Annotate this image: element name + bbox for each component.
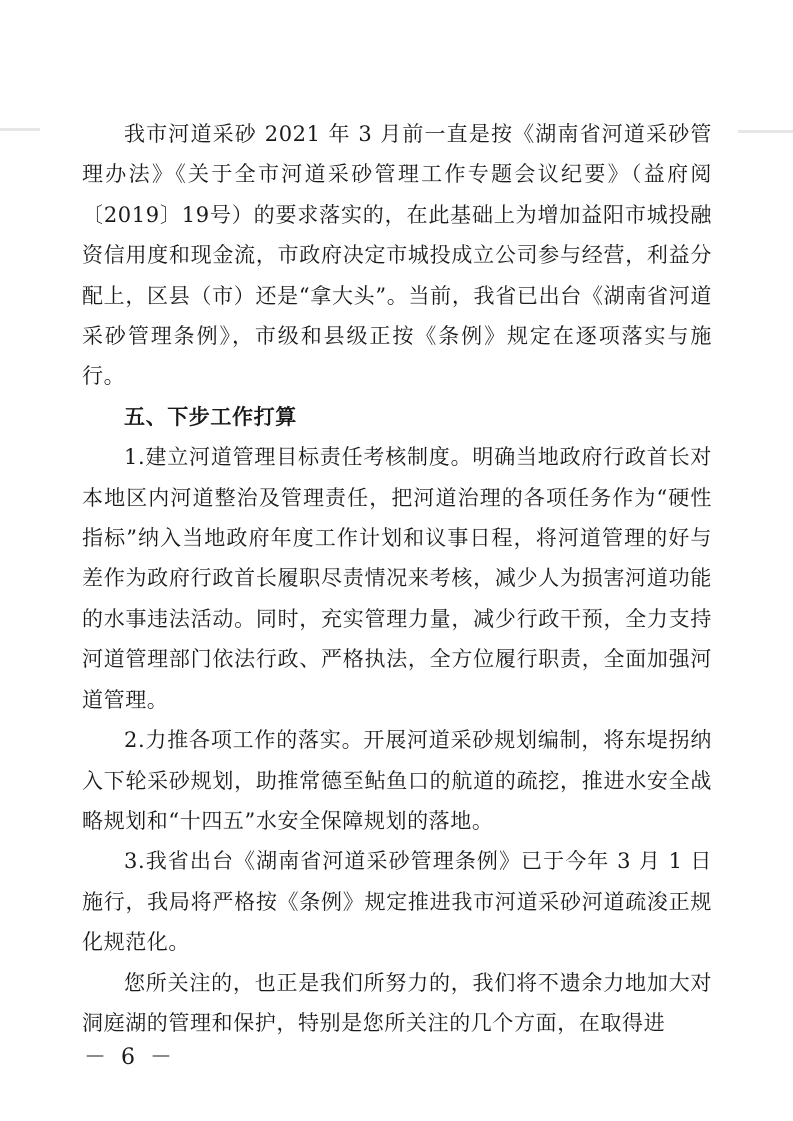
scan-artifact-left	[0, 128, 40, 131]
item-promote-implementation: 2.力推各项工作的落实。开展河道采砂规划编制，将东堤拐纳入下轮采砂规划，助推常德至鲇鱼口的航道的疏挖，推进水安全战略规划和“十四五”水安全保障规划的落地。	[82, 728, 712, 833]
item-regulation-enforcement: 3.我省出台《湖南省河道采砂管理条例》已于今年 3 月 1 日施行，我局将严格按《条例》规定推进我市河道采砂河道疏浚正规化规范化。	[82, 849, 712, 955]
item-responsibility-assessment: 1.建立河道管理目标责任考核制度。明确当地政府行政首长对本地区内河道整治及管理责任，把河道治理的各项任务作为“硬性指标”纳入当地政府年度工作计划和议事日程，将河道管理的好与差作为政府行政首长履职尽责情况来考核，减少人为损害河道功能的水事违法活动。同时，充实管理力量，减少行政干预，全力支持河道管理部门依法行政、严格执法，全方位履行职责，全面加强河道管理。	[82, 445, 712, 712]
scan-artifact-right	[738, 130, 793, 133]
document-body	[82, 114, 712, 1043]
page-number: － 6 －	[84, 1045, 176, 1070]
paragraph-sand-mining-status: 我市河道采砂 2021 年 3 月前一直是按《湖南省河道采砂管理办法》《关于全市河道采砂管理工作专题会议纪要》（益府阅〔2019〕19号）的要求落实的，在此基础上为增加益阳市城投融资信用度和现金流，市政府决定市城投成立公司参与经营，利益分配上，区县（市）还是“拿大头”。当前，我省已出台《湖南省河道采砂管理条例》，市级和县级正按《条例》规定在逐项落实与施行。	[82, 122, 712, 389]
paragraph-closing: 您所关注的，也正是我们所努力的，我们将不遗余力地加大对洞庭湖的管理和保护，特别是您所关注的几个方面，在取得进	[82, 970, 712, 1035]
section-heading-next-steps: 五、下步工作打算	[124, 404, 297, 429]
